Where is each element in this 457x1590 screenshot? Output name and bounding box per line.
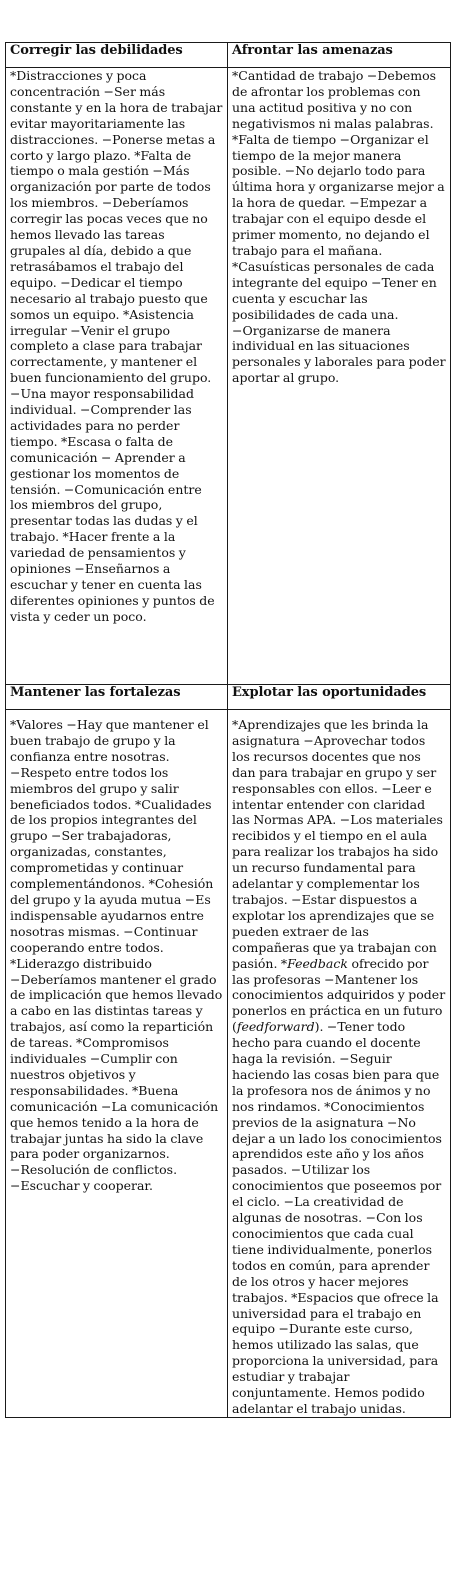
cell-fortalezas (6, 710, 228, 1418)
cell-debilidades (6, 68, 228, 685)
header-row-bottom (6, 685, 451, 710)
feedback-term: Feedback (287, 955, 348, 971)
oportunidades-text-part-1: *Aprendizajes que les brinda la asignatura −Aprovechar todos los recursos docentes que nos dan para trabajar en grupo y ser responsables con ellos. −Leer e intentar entender con claridad las Normas APA. −Los materiales recibidos y el tiempo en el aula para realizar los trabajos ha sido un recurso fundamental para adelantar y complementar los trabajos. −Estar dispuestos a explotar los aprendizajes que se pueden extraer de las compañeras que ya trabajan con pasión. * (232, 717, 443, 971)
dafo-table (5, 42, 451, 1418)
header-row-top (6, 43, 451, 68)
text-fortalezas: *Valores −Hay que mantener el buen trabajo de grupo y la confianza entre nosotras. −Respeto entre todos los miembros del grupo y salir beneficiados todos. *Cualidades de los propios integrantes del grupo −Ser trabajadoras, organizadas, constantes, comprometidas y continuar complementándonos. *Cohesión del grupo y la ayuda mutua −Es indispensable ayudarnos entre nosotras mismas. −Continuar cooperando entre todos. *Liderazgo distribuido −Deberíamos mantener el grado de implicación que hemos llevado a cabo en las distintas tareas y trabajos, así como la repartición de tareas. *Compromisos individuales −Cumplir con nuestros objetivos y responsabilidades. *Buena comunicación −La comunicación que hemos tenido a la hora de trabajar juntas ha sido la clave para poder organizarnos. −Resolución de conflictos. −Escuchar y cooperar. (10, 717, 223, 1194)
content-row-bottom (6, 710, 451, 1418)
cell-amenazas (228, 68, 451, 685)
text-debilidades: *Distracciones y poca concentración −Ser más constante y en la hora de trabajar evitar mayoritariamente las distracciones. −Ponerse metas a corto y largo plazo. *Falta de tiempo o mala gestión −Más organización por parte de todos los miembros. −Deberíamos corregir las pocas veces que no hemos llevado las tareas grupales al día, debido a que retrasábamos el trabajo del equipo. −Dedicar el tiempo necesario al trabajo puesto que somos un equipo. *Asistencia irregular −Venir el grupo completo a clase para trabajar correctamente, y mantener el buen funcionamiento del grupo. −Una mayor responsabilidad individual. −Comprender las actividades para no perder tiempo. *Escasa o falta de comunicación − Aprender a gestionar los momentos de tensión. −Comunicación entre los miembros del grupo, presentar todas las dudas y el trabajo. *Hacer frente a la variedad de pensamientos y opiniones −Enseñarnos a escuchar y tener en cuenta las diferentes opiniones y puntos de vista y ceder un poco. (10, 68, 223, 624)
heading-oportunidades: Explotar las oportunidades (228, 685, 451, 710)
heading-amenazas: Afrontar las amenazas (228, 43, 451, 68)
text-oportunidades (232, 717, 446, 1417)
oportunidades-text-part-2: ofrecido por las profesoras −Mantener los conocimientos adquiridos y poder ponerlos en práctica en un futuro ( (232, 955, 446, 1035)
heading-fortalezas: Mantener las fortalezas (6, 685, 228, 710)
cell-oportunidades (228, 710, 451, 1418)
heading-debilidades: Corregir las debilidades (6, 43, 228, 68)
content-row-top (6, 68, 451, 685)
feedforward-term: feedforward (236, 1019, 315, 1035)
oportunidades-text-part-3: ). −Tener todo hecho para cuando el docente haga la revisión. −Seguir haciendo las cosas bien para que la profesora nos de ánimos y no nos rindamos. *Conocimientos previos de la asignatura −No dejar a un lado los conocimientos aprendidos este año y los años pasados. −Utilizar los conocimientos que poseemos por el ciclo. −La creatividad de algunas de nosotras. −Con los conocimientos que cada cual tiene individualmente, ponerlos todos en común, para aprender de los otros y hacer mejores trabajos. *Espacios que ofrece la universidad para el trabajo en equipo −Durante este curso, hemos utilizado las salas, que proporciona la universidad, para estudiar y trabajar conjuntamente. Hemos podido adelantar el trabajo unidas. (232, 1019, 442, 1416)
text-amenazas: *Cantidad de trabajo −Debemos de afrontar los problemas con una actitud positiva y no con negativismos ni malas palabras. *Falta de tiempo −Organizar el tiempo de la mejor manera posible. −No dejarlo todo para última hora y organizarse mejor a la hora de quedar. −Empezar a trabajar con el equipo desde el primer momento, no dejando el trabajo para el mañana. *Casuísticas personales de cada integrante del equipo −Tener en cuenta y escuchar las posibilidades de cada una. −Organizarse de manera individual en las situaciones personales y laborales para poder aportar al grupo. (232, 68, 446, 386)
